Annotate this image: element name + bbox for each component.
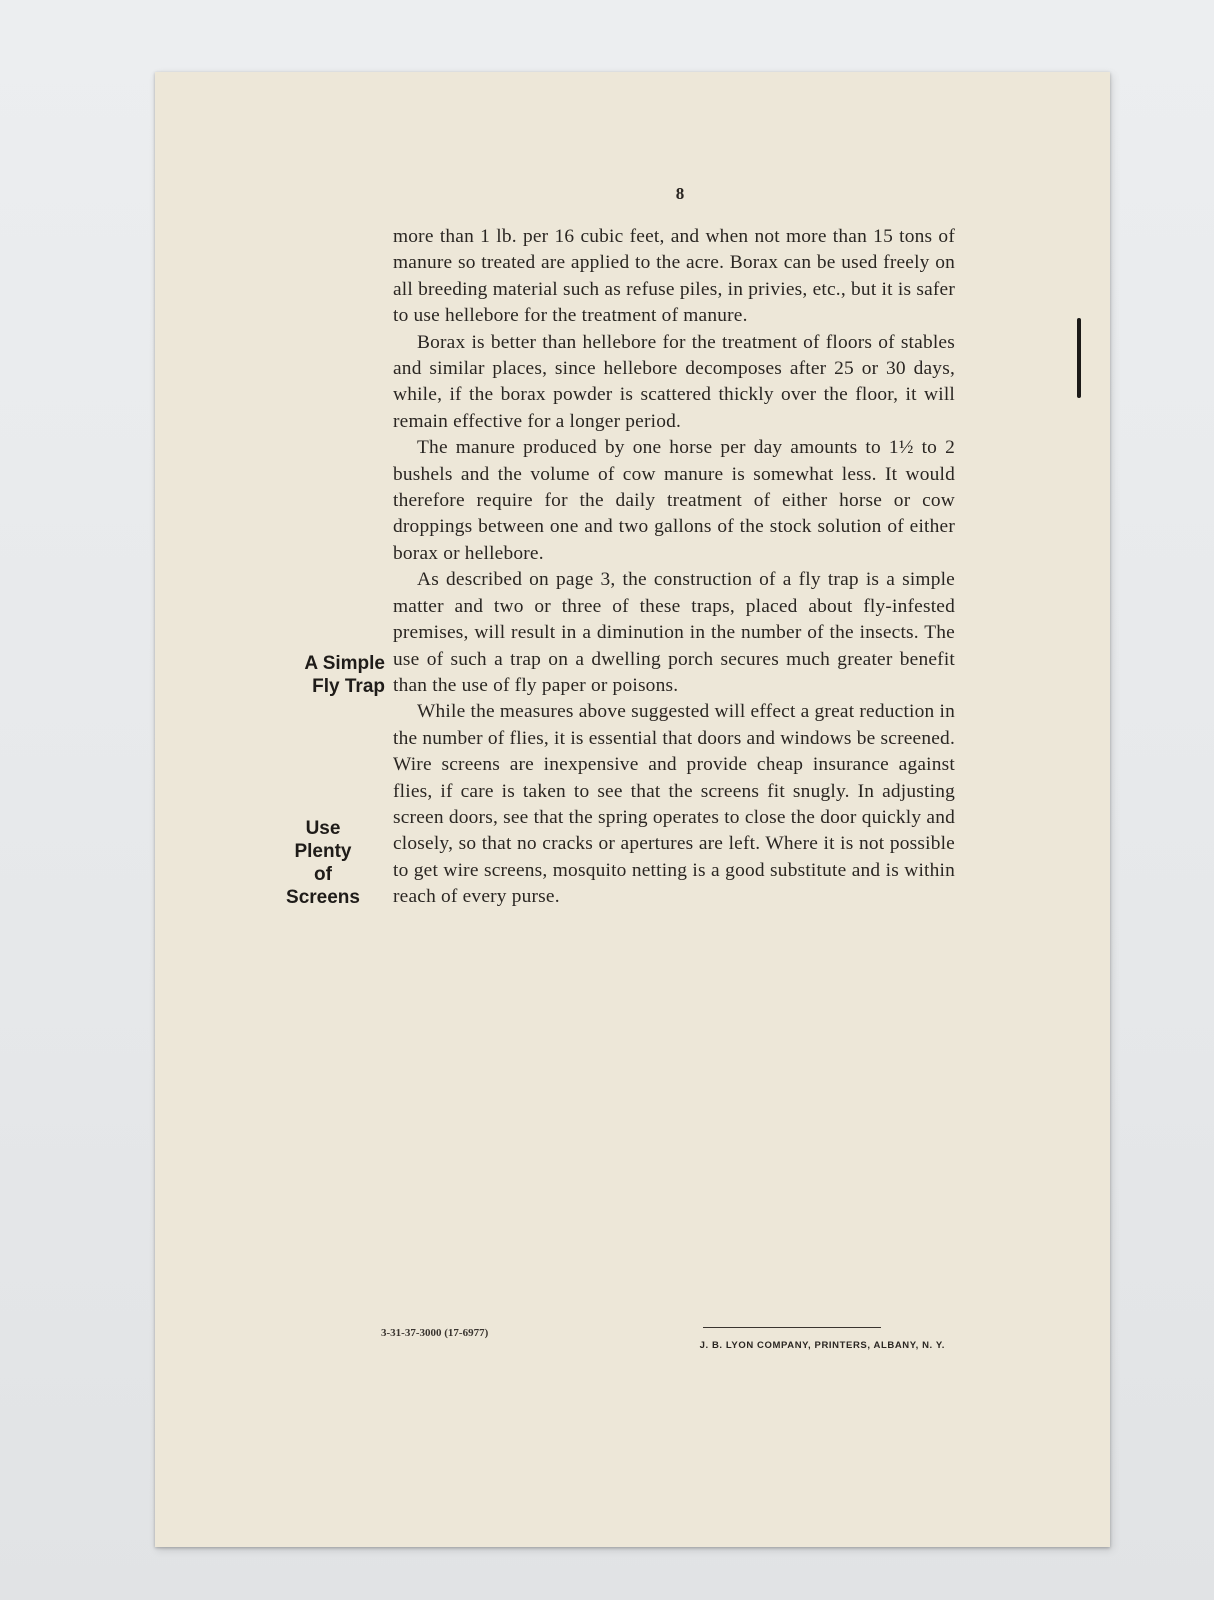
side-heading-line: of (314, 864, 332, 885)
paragraph-manure-volume: The manure produced by one horse per day amounts to 1½ to 2 bushels and the volume of cow manure is somewhat less. It would therefore require for the daily treatment of either horse or cow droppings between one and two gallons of the stock solution of either borax or hellebore. (393, 437, 955, 564)
page-number: 8 (675, 184, 685, 203)
footer-rule (703, 1327, 881, 1328)
paragraph-borax-floors: Borax is better than hellebore for the treatment of floors of stables and similar places, since hellebore decomposes after 25 or 30 days, while, if the borax powder is scattered thickly over the floor, it will remain effective for a longer period. (393, 331, 955, 432)
paragraph-fly-trap: As described on page 3, the construction of a fly trap is a simple matter and two or three of these traps, placed about fly-infested premises, will result in a diminution in the number of the insects. The use of such a trap on a dwelling porch secures much greater benefit than the use of fly paper or poisons. (393, 569, 955, 696)
side-heading-screens (273, 817, 373, 909)
side-heading-line: Plenty (294, 841, 352, 862)
print-code: 3-31-37-3000 (17-6977) (381, 1327, 489, 1339)
side-heading-fly-trap (273, 652, 385, 698)
paragraph-borax-manure: more than 1 lb. per 16 cubic feet, and when not more than 15 tons of manure so treated are applied to the acre. Borax can be used freely on all breeding material such as refuse piles, in privies, etc., but it is safer to use hellebore for the treatment of manure. (393, 226, 955, 327)
side-heading-line: Use (305, 818, 341, 839)
side-heading-line: Fly Trap (312, 676, 385, 697)
printer-imprint: J. B. LYON COMPANY, PRINTERS, ALBANY, N. Y. (699, 1340, 945, 1351)
document-page (155, 72, 1110, 1547)
body-text (393, 224, 955, 911)
spine-staple (1077, 318, 1081, 398)
side-heading-line: A Simple (304, 653, 385, 674)
side-heading-line: Screens (286, 887, 360, 908)
paragraph-screens: While the measures above suggested will effect a great reduction in the number of flies, it is essential that doors and windows be screened. Wire screens are inexpensive and provide cheap insurance against flies, if care is taken to see that the screens fit snugly. In adjusting screen doors, see that the spring operates to close the door quickly and closely, so that no cracks or apertures are left. Where it is not possible to get wire screens, mosquito netting is a good substitute and is within reach of every purse. (393, 701, 955, 908)
